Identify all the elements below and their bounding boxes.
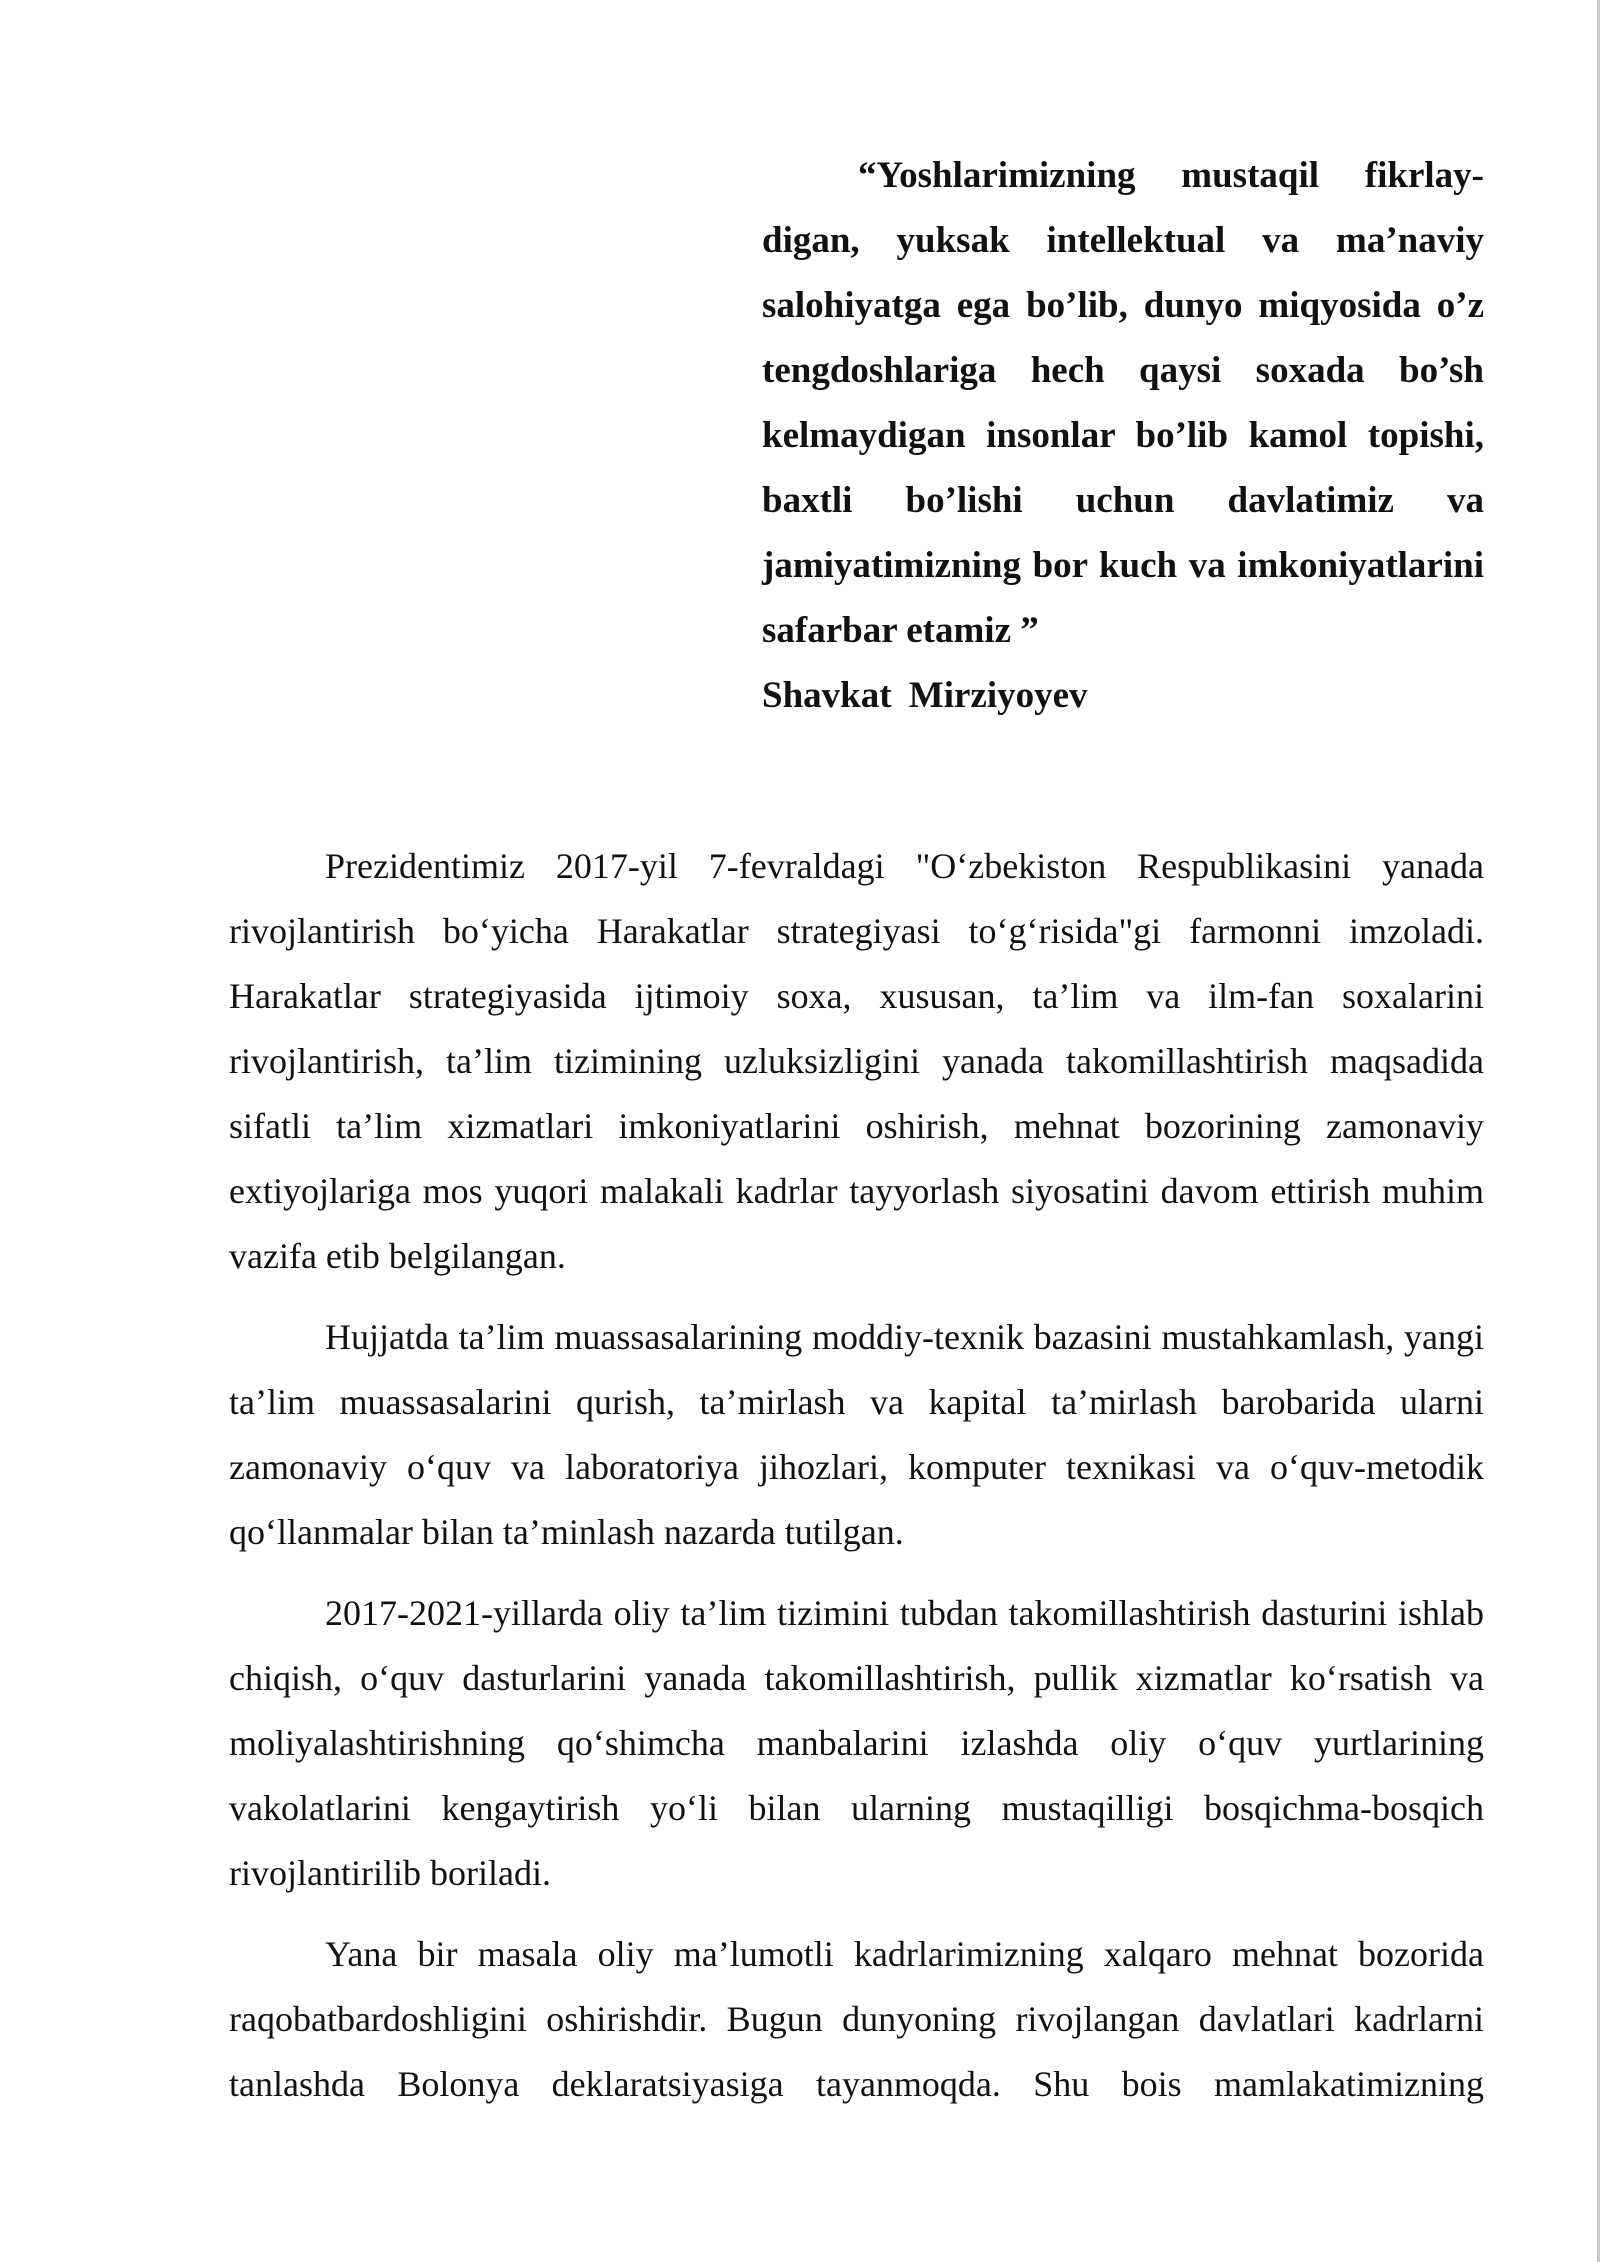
paragraph: Prezidentimiz 2017-yil 7-fevraldagi "O‘zbekiston Respublikasini yanada rivojlantirish bo‘yicha Harakatlar strategiyasi to‘g‘risida"gi farmonni imzoladi. Harakatlar strategiyasida ijtimoiy soxa, xususan, ta’lim va ilm-fan soxalarini rivojlantirish, ta’lim tizimining uzluksizligini yanada takomillashtirish maqsadida sifatli ta’lim xizmatlari imkoniyatlarini oshirish, mehnat bozorining zamonaviy extiyojlariga mos yuqori malakali kadrlar tayyorlash siyosatini davom ettirish muhim vazifa etib belgilangan. (229, 846, 1484, 1276)
body-text (229, 834, 1484, 2133)
paragraph: 2017-2021-yillarda oliy ta’lim tizimini tubdan takomillashtirish dasturini ishlab chiqish, o‘quv dasturlarini yanada takomillashtirish, pullik xizmatlar ko‘rsatish va moliyalashtirishning qo‘shimcha manbalarini izlashda oliy o‘quv yurtlarining vakolatlarini kengaytirish yo‘li bilan ularning mustaqilligi bosqichma-bosqich rivojlantirilib boriladi. (229, 1593, 1484, 1893)
paragraph: Yana bir masala oliy ma’lumotli kadrlarimizning xalqaro mehnat bozorida raqobatbardoshligini oshirishdir. Bugun dunyoning rivojlangan davlatlari kadrlarni tanlashda Bolonya deklaratsiyasiga tayanmoqda. Shu bois mamlakatimizning (229, 1934, 1484, 2104)
epigraph-quote: “Yoshlarimizning mustaqil fikrlay-digan, yuksak intellektual va ma’naviy salohiyatga ega bo’lib, dunyo miqyosida o’z tengdoshlariga hech qaysi soxada bo’sh kelmaydigan insonlar bo’lib kamol topishi, baxtli bo’lishi uchun davlatimiz va jamiyatimizning bor kuch va imkoniyatlarini safarbar etamiz ” (762, 155, 1484, 651)
paragraph: Hujjatda ta’lim muassasalarining moddiy-texnik bazasini mustahkamlash, yangi ta’lim muassasalarini qurish, ta’mirlash va kapital ta’mirlash barobarida ularni zamonaviy o‘quv va laboratoriya jihozlari, komputer texnikasi va o‘quv-metodik qo‘llanmalar bilan ta’minlash nazarda tutilgan. (229, 1317, 1484, 1552)
epigraph (762, 143, 1484, 728)
epigraph-author: Shavkat Mirziyoyev (762, 675, 1088, 716)
